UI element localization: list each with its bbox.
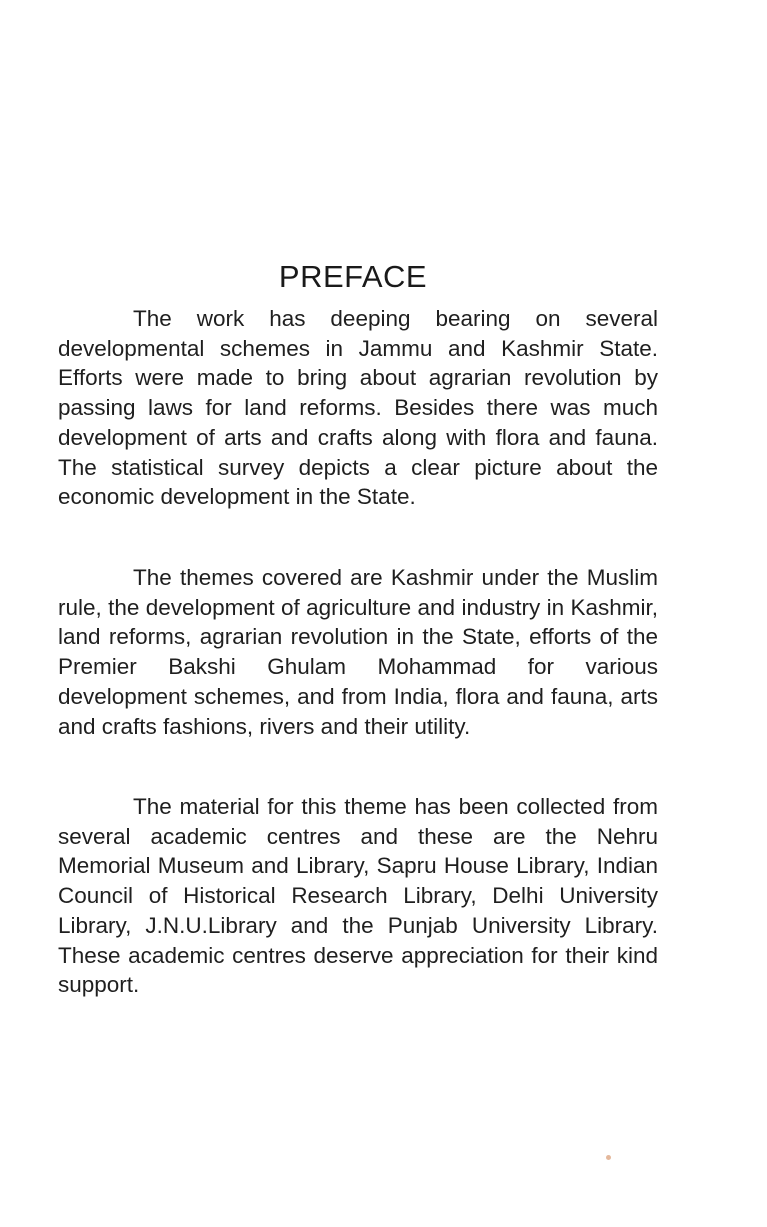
- paper-speck: [606, 1155, 611, 1160]
- preface-paragraph-1: The work has deeping bearing on several developmental schemes in Jammu and Kashmir State. Efforts were made to bring about agrarian revolution by passing laws for land reforms. Besides there was much development of arts and crafts along with flora and fauna. The statistical survey depicts a clear picture about the economic development in the State.: [58, 306, 658, 510]
- preface-paragraph-3: The material for this theme has been collected from several academic centres and these are the Nehru Memorial Museum and Library, Sapru House Library, Indian Council of Historical Research Library, Delhi University Library, J.N.U.Library and the Punjab University Library. These academic centres deserve appreciation for their kind support.: [58, 794, 658, 998]
- preface-paragraph-2: The themes covered are Kashmir under the Muslim rule, the development of agriculture and industry in Kashmir, land reforms, agrarian revolution in the State, efforts of the Premier Bakshi Ghulam Mohammad for various development schemes, and from India, flora and fauna, arts and crafts fashions, rivers and their utility.: [58, 565, 658, 739]
- page-title: PREFACE: [278, 258, 428, 294]
